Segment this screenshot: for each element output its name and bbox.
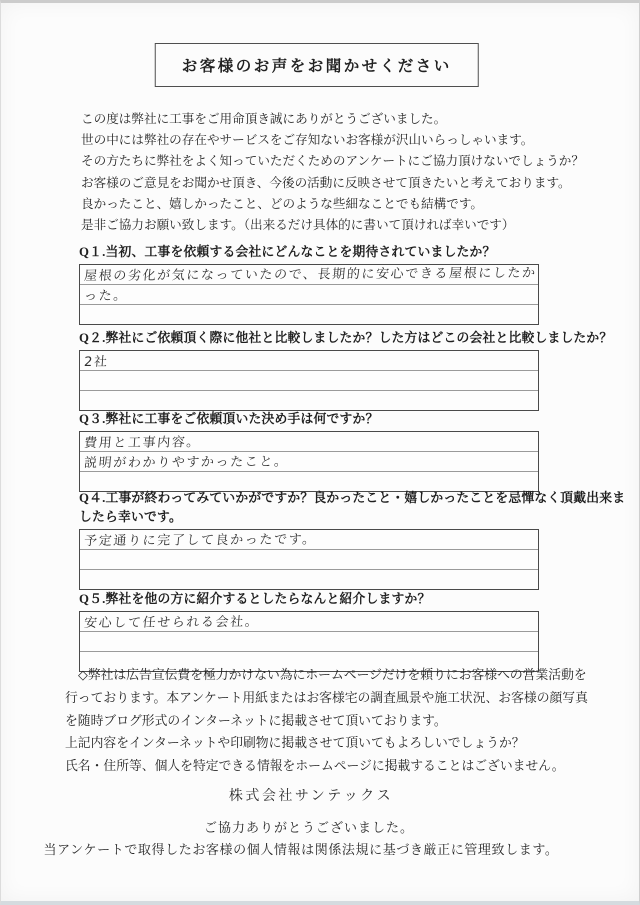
question-2-label: Q２.弊社にご依頼頂く際に他社と比較しましたか？した方はどこの会社と比較しましたか？ [79,331,613,345]
intro-line: 世の中には弊社の存在やサービスをご存知ないお客様が沢山いらっしゃいます。 [81,133,534,148]
question-4-answer-box [79,529,539,590]
handwritten-answer: 費用と工事内容。 [83,435,202,451]
notice-line: 上記内容をインターネットや印刷物に掲載させて頂いてもよろしいでしょうか？ [65,736,525,751]
answer-row [80,284,538,304]
answer-row [80,304,538,324]
question-1-answer-box [79,264,539,325]
handwritten-answer: った。 [83,288,129,304]
publication-notice [65,664,597,778]
notice-line: 氏名・住所等、個人を特定できる情報をホームページに掲載することはございません。 [65,759,565,774]
handwritten-answer: 説明がわかりやすかったこと。 [83,454,290,471]
handwritten-answer: 安心して任せられる会社。 [83,614,260,631]
answer-row [80,549,538,569]
thanks-line: ご協力ありがとうございました。 [203,820,414,835]
handwritten-answer: 予定通りに完了して良かったです。 [83,532,318,549]
answer-row [80,631,538,651]
question-block-5 [79,590,541,672]
question-4-label: Q４.工事が終わってみていかがですか？良かったこと・嬉しかったことを忌憚なく頂戴出来ましたら幸いです。 [79,491,626,524]
intro-line: 良かったこと、嬉しかったこと、どのような些細なことでも結構です。 [81,196,483,211]
question-block-2 [79,329,613,411]
answer-row [80,471,538,491]
answer-row [80,451,538,471]
answer-row [80,351,538,370]
question-3-label: Q３.弊社に工事をご依頼頂いた決め手は何ですか？ [79,412,379,426]
intro-line: その方たちに弊社をよく知っていただくためのアンケートにご協力頂けないでしょうか？ [81,154,584,169]
company-name: 株式会社サンテックス [228,789,394,804]
handwritten-answer: 2社 [83,354,110,370]
handwritten-answer: 屋根の劣化が気になっていたので、長期的に安心できる屋根にしたか [83,265,538,284]
question-block-3 [79,410,541,492]
answer-row [80,530,538,549]
answer-row [80,390,538,410]
notice-line: 行っております。本アンケート用紙またはお客様宅の調査風景や施工状況、お客様の顔写真 [65,690,588,705]
answer-row [80,432,538,451]
survey-title-box [155,43,479,87]
intro-paragraph [81,109,611,236]
question-block-1 [79,243,541,325]
question-3-answer-box [79,431,539,492]
notice-line: ◇弊社は広告宣伝費を極力かけない為にホームページだけを頼りにお客様への営業活動を [78,668,587,682]
notice-line: を随時ブログ形式のインターネットに掲載させて頂いております。 [65,713,447,728]
answer-row [80,265,538,284]
question-5-answer-box [79,611,539,672]
answer-row [80,612,538,631]
intro-line: この度は弊社に工事をご用命頂き誠にありがとうございました。 [81,112,447,126]
intro-line: 是非ご協力お願い致します。（出来るだけ具体的に書いて頂ければ幸いです） [81,218,515,233]
question-5-label: Q５.弊社を他の方に紹介するとしたらなんと紹介しますか？ [79,592,431,606]
survey-title: お客様のお声をお聞かせください [181,58,452,75]
answer-row [80,569,538,589]
question-2-answer-box [79,350,539,411]
question-block-4 [79,489,626,590]
answer-row [80,370,538,390]
question-1-label: Q１.当初、工事を依頼する会社にどんなことを期待されていましたか？ [79,245,496,259]
privacy-statement: 当アンケートで取得したお客様の個人情報は関係法規に基づき厳正に管理致します。 [43,842,559,857]
intro-line: お客様のご意見をお聞かせ頂き、今後の活動に反映させて頂きたいと考えております。 [81,175,571,190]
